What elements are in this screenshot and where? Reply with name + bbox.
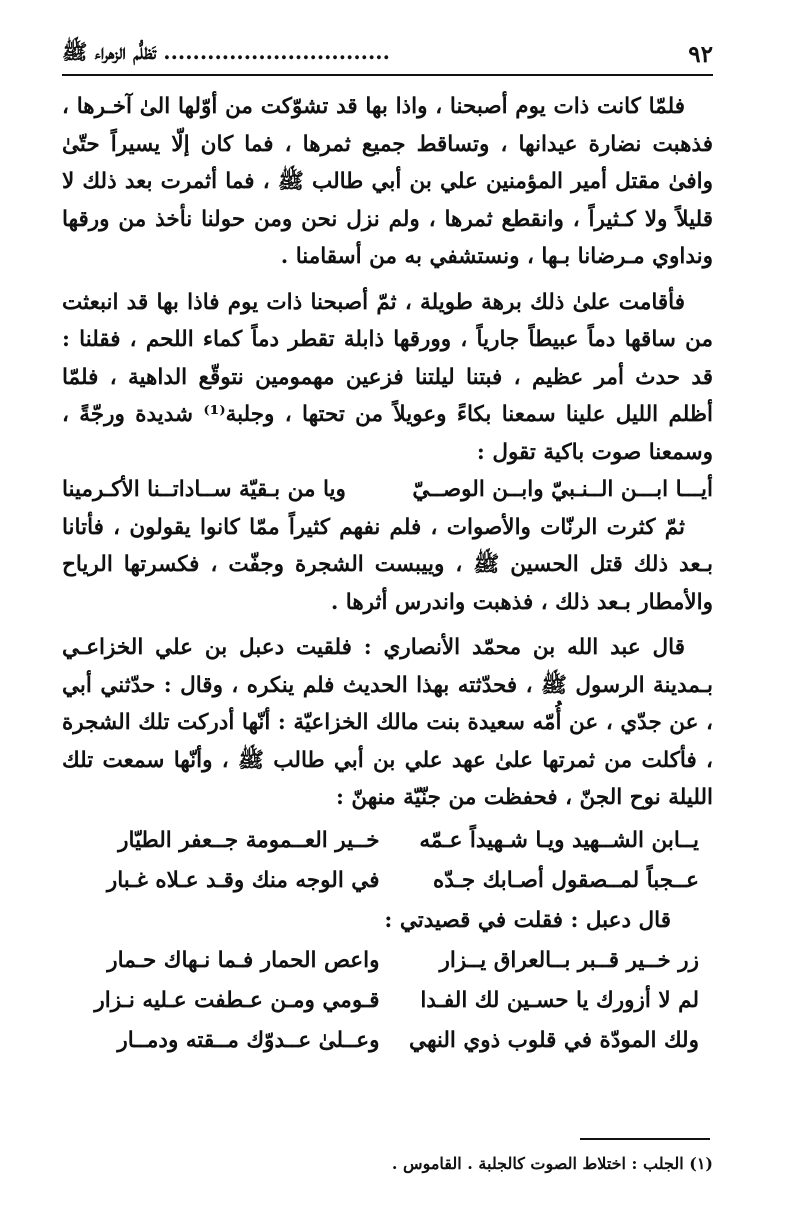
footnote: (١) الجلب : اختلاط الصوت كالجلبة . القاموس . <box>391 1154 713 1173</box>
poem <box>62 821 713 1061</box>
page-body <box>62 88 713 1061</box>
poem-second-hemistich: وعــلىٰ عــدوّك مــقته ودمــار <box>117 1027 380 1053</box>
poem-first-hemistich: عــجباً لمــصقول أصـابك جـدّه <box>433 867 699 893</box>
poem-first-hemistich: زر خــير قــبر بــالعراق يــزار <box>439 947 699 973</box>
poem-note-text: قال دعبل : فقلت في قصيدتي : <box>384 907 671 933</box>
page-header <box>62 34 713 76</box>
paragraph-3: ثمّ كثرت الرنّات والأصوات ، فلم نفهم كثيراً ممّا كانوا يقولون ، فأتانا بـعد ذلك قتل الحسين ﷺ ، وييبست الشجرة وجفّت ، فكسرتها الرياح والأمطار بـعد ذلك ، فذهبت واندرس أثرها . <box>62 514 713 615</box>
paragraph-4: قال عبد الله بن محمّد الأنصاري : فلقيت دعبل بن علي الخزاعـي بـمدينة الرسول ﷺ ، فحدّثته بهذا الحديث فلم ينكره ، وقال : حدّثني أبي ، عن جدّي ، عن أُمّه سعيدة بنت مالك الخزاعيّة : أنّها أدركت تلك الشجرة ، فأكلت من ثمرتها علىٰ عهد علي بن أبي طالب ﷺ ، وأنّها سمعت تلك الليلة نوح الجنّ ، فحفظت من جنّيّة منهنّ : <box>62 635 713 810</box>
poem-row <box>62 981 713 1021</box>
paragraph-2: فأقامت علىٰ ذلك برهة طويلة ، ثمّ أصبحنا ذات يوم فاذا بها قد انبعثت من ساقها دماً عبيطاً جارياً ، وورقها ذابلة تقطر دماً كماء اللحم ، فقلنا : قد حدث أمر عظيم ، فبتنا ليلتنا فزعين مهمومين نتوقّع الداهية ، فلمّا أظلم الليل علينا سمعنا بكاءً وعويلاً من تحتها ، وجلبة⁽¹⁾ شديدة ورجّةً ، وسمعنا صوت باكية تقول : <box>62 289 713 465</box>
poem-row <box>62 1021 713 1061</box>
poem-row <box>62 941 713 981</box>
poem-first-hemistich: لم لا أزورك يا حسـين لك الفـدا <box>420 987 699 1013</box>
footnote-separator <box>580 1138 710 1140</box>
poem-first-hemistich: يــابن الشــهيد ويـا شـهيداً عـمّه <box>419 827 699 853</box>
verse-line <box>62 471 713 509</box>
poem-row <box>62 821 713 861</box>
page-number: ٩٢ <box>688 40 713 68</box>
poem-second-hemistich: خــير العــمومة جــعفر الطيّار <box>118 827 380 853</box>
poem-note <box>62 901 713 941</box>
poem-second-hemistich: قـومي ومـن عـطفت عـليه نـزار <box>94 987 380 1013</box>
verse-second-hemistich: ويا من بـقيّة ســاداتــنا الأكـرمينا <box>62 477 346 502</box>
poem-second-hemistich: في الوجه منك وقـد عـلاه غـبار <box>106 867 380 893</box>
running-title-dots: ............................... <box>163 38 390 64</box>
poem-second-hemistich: واعص الحمار فـما نـهاك حـمار <box>107 947 380 973</box>
paragraph-1: فلمّا كانت ذات يوم أصبحنا ، واذا بها قد تشوّكت من أوّلها الىٰ آخـرها ، فذهبت نضارة عيدانها ، وتساقط جميع ثمرها ، فما كان إلّا يسيراً حتّىٰ وافىٰ مقتل أمير المؤمنين علي بن أبي طالب ﷺ ، فما أثمرت بعد ذلك لا قليلاً ولا كـثيراً ، وانقطع ثمرها ، ولم نزل نحن ومن حولنا نأخذ من ورقها ونداوي مـرضانا بـها ، ونستشفي به من أسقامنا . <box>62 94 713 269</box>
verse-first-hemistich: أيـــا ابـــن الــنـبيّ وابــن الوصــيّ <box>412 477 713 502</box>
poem-first-hemistich: ولك المودّة في قلوب ذوي النهي <box>409 1027 699 1053</box>
running-title <box>62 39 390 70</box>
running-title-text: تَظلُّم الزهراء ﷺ <box>62 38 156 64</box>
poem-row <box>62 861 713 901</box>
